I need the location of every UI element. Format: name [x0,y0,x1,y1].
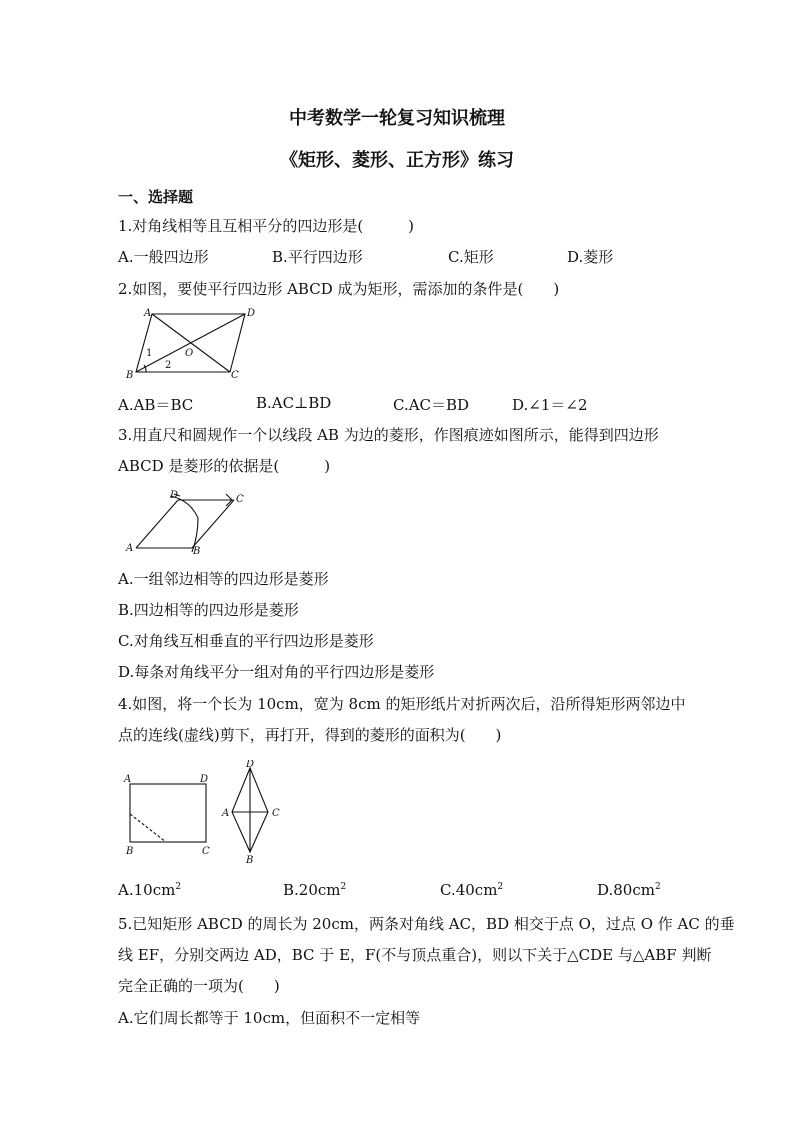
question-5-stem-line2: 线 EF，分别交两边 AD，BC 于 E，F(不与顶点重合)，则以下关于△CDE 与△ABF 判断 [118,946,712,964]
q4-rhombus-label-b: B [246,855,254,866]
q3-label-a: A [126,543,134,554]
q4-rhombus-label-c: C [272,808,280,819]
question-4-stem-line2: 点的连线(虚线)剪下，再打开，得到的菱形的面积为( ) [118,726,502,744]
q2-label-a: A [144,308,152,319]
q4-rect-label-a: A [124,774,132,785]
q2-label-angle1: 1 [146,348,153,359]
question-1-stem: 1.对角线相等且互相平分的四边形是( ) [118,217,415,235]
q3-option-c: C.对角线互相垂直的平行四边形是菱形 [118,632,374,650]
section-heading: 一、选择题 [118,188,194,206]
q3-option-d: D.每条对角线平分一组对角的平行四边形是菱形 [118,663,435,681]
question-4-stem-line1: 4.如图，将一个长为 10cm，宽为 8cm 的矩形纸片对折两次后，沿所得矩形两邻边中 [118,695,686,713]
q3-label-c: C [236,494,244,505]
q1-option-c: C.矩形 [448,248,494,266]
q4-rectangle [130,784,206,842]
q2-diagonal-ac [152,314,230,372]
doc-subtitle: 《矩形、菱形、正方形》练习 [280,150,514,171]
q4-option-d: $D.80cm^2$ [597,881,661,899]
q2-angle-arc [144,365,146,372]
q2-option-d: D.∠1＝∠2 [512,396,588,414]
q4-option-a: $A.10cm^2$ [118,881,182,899]
q4-rhombus-label-d: D [246,760,255,770]
q4-cut-dashed-line [130,814,166,842]
doc-title: 中考数学一轮复习知识梳理 [289,108,505,129]
q1-option-d: D.菱形 [567,248,614,266]
question-5-stem-line3: 完全正确的一项为( ) [118,977,280,995]
q3-segment-ad [136,500,178,548]
q2-option-a: A.AB＝BC [118,396,194,414]
q2-label-c: C [231,370,239,381]
q4-option-c: $C.40cm^2$ [440,881,504,899]
q3-option-b: B.四边相等的四边形是菱形 [118,601,299,619]
q4-rect-label-c: C [202,846,210,857]
q3-label-d: D [170,490,179,501]
q4-rhombus-label-a: A [222,808,230,819]
q3-label-b: B [193,546,201,557]
q2-option-c: C.AC＝BD [393,396,470,414]
q4-option-b: $B.20cm^2$ [283,881,347,899]
question-5-stem-line1: 5.已知矩形 ABCD 的周长为 20cm，两条对角线 AC，BD 相交于点 O，过点 O 作 AC 的垂 [118,915,735,933]
q4-rect-label-b: B [126,846,134,857]
question-3-stem-line1: 3.用直尺和圆规作一个以线段 AB 为边的菱形，作图痕迹如图所示，能得到四边形 [118,426,659,444]
q2-label-b: B [126,370,134,381]
question-2-stem: 2.如图，要使平行四边形 ABCD 成为矩形，需添加的条件是( ) [118,280,560,298]
q2-label-angle2: 2 [165,360,172,371]
q2-label-d: D [247,308,256,319]
q2-parallelogram-figure [120,304,270,382]
q5-option-a: A.它们周长都等于 10cm，但面积不一定相等 [118,1009,421,1027]
q4-rect-label-d: D [200,774,209,785]
q2-option-b: B.AC⊥BD [256,394,332,412]
q4-paper-folding-figure [118,760,298,866]
q2-label-o: O [185,348,194,359]
q1-option-a: A.一般四边形 [118,248,209,266]
q1-option-b: B.平行四边形 [272,248,363,266]
q3-option-a: A.一组邻边相等的四边形是菱形 [118,570,329,588]
question-3-stem-line2: ABCD 是菱形的依据是( ) [118,457,331,475]
q3-rhombus-construction-figure [120,488,260,558]
